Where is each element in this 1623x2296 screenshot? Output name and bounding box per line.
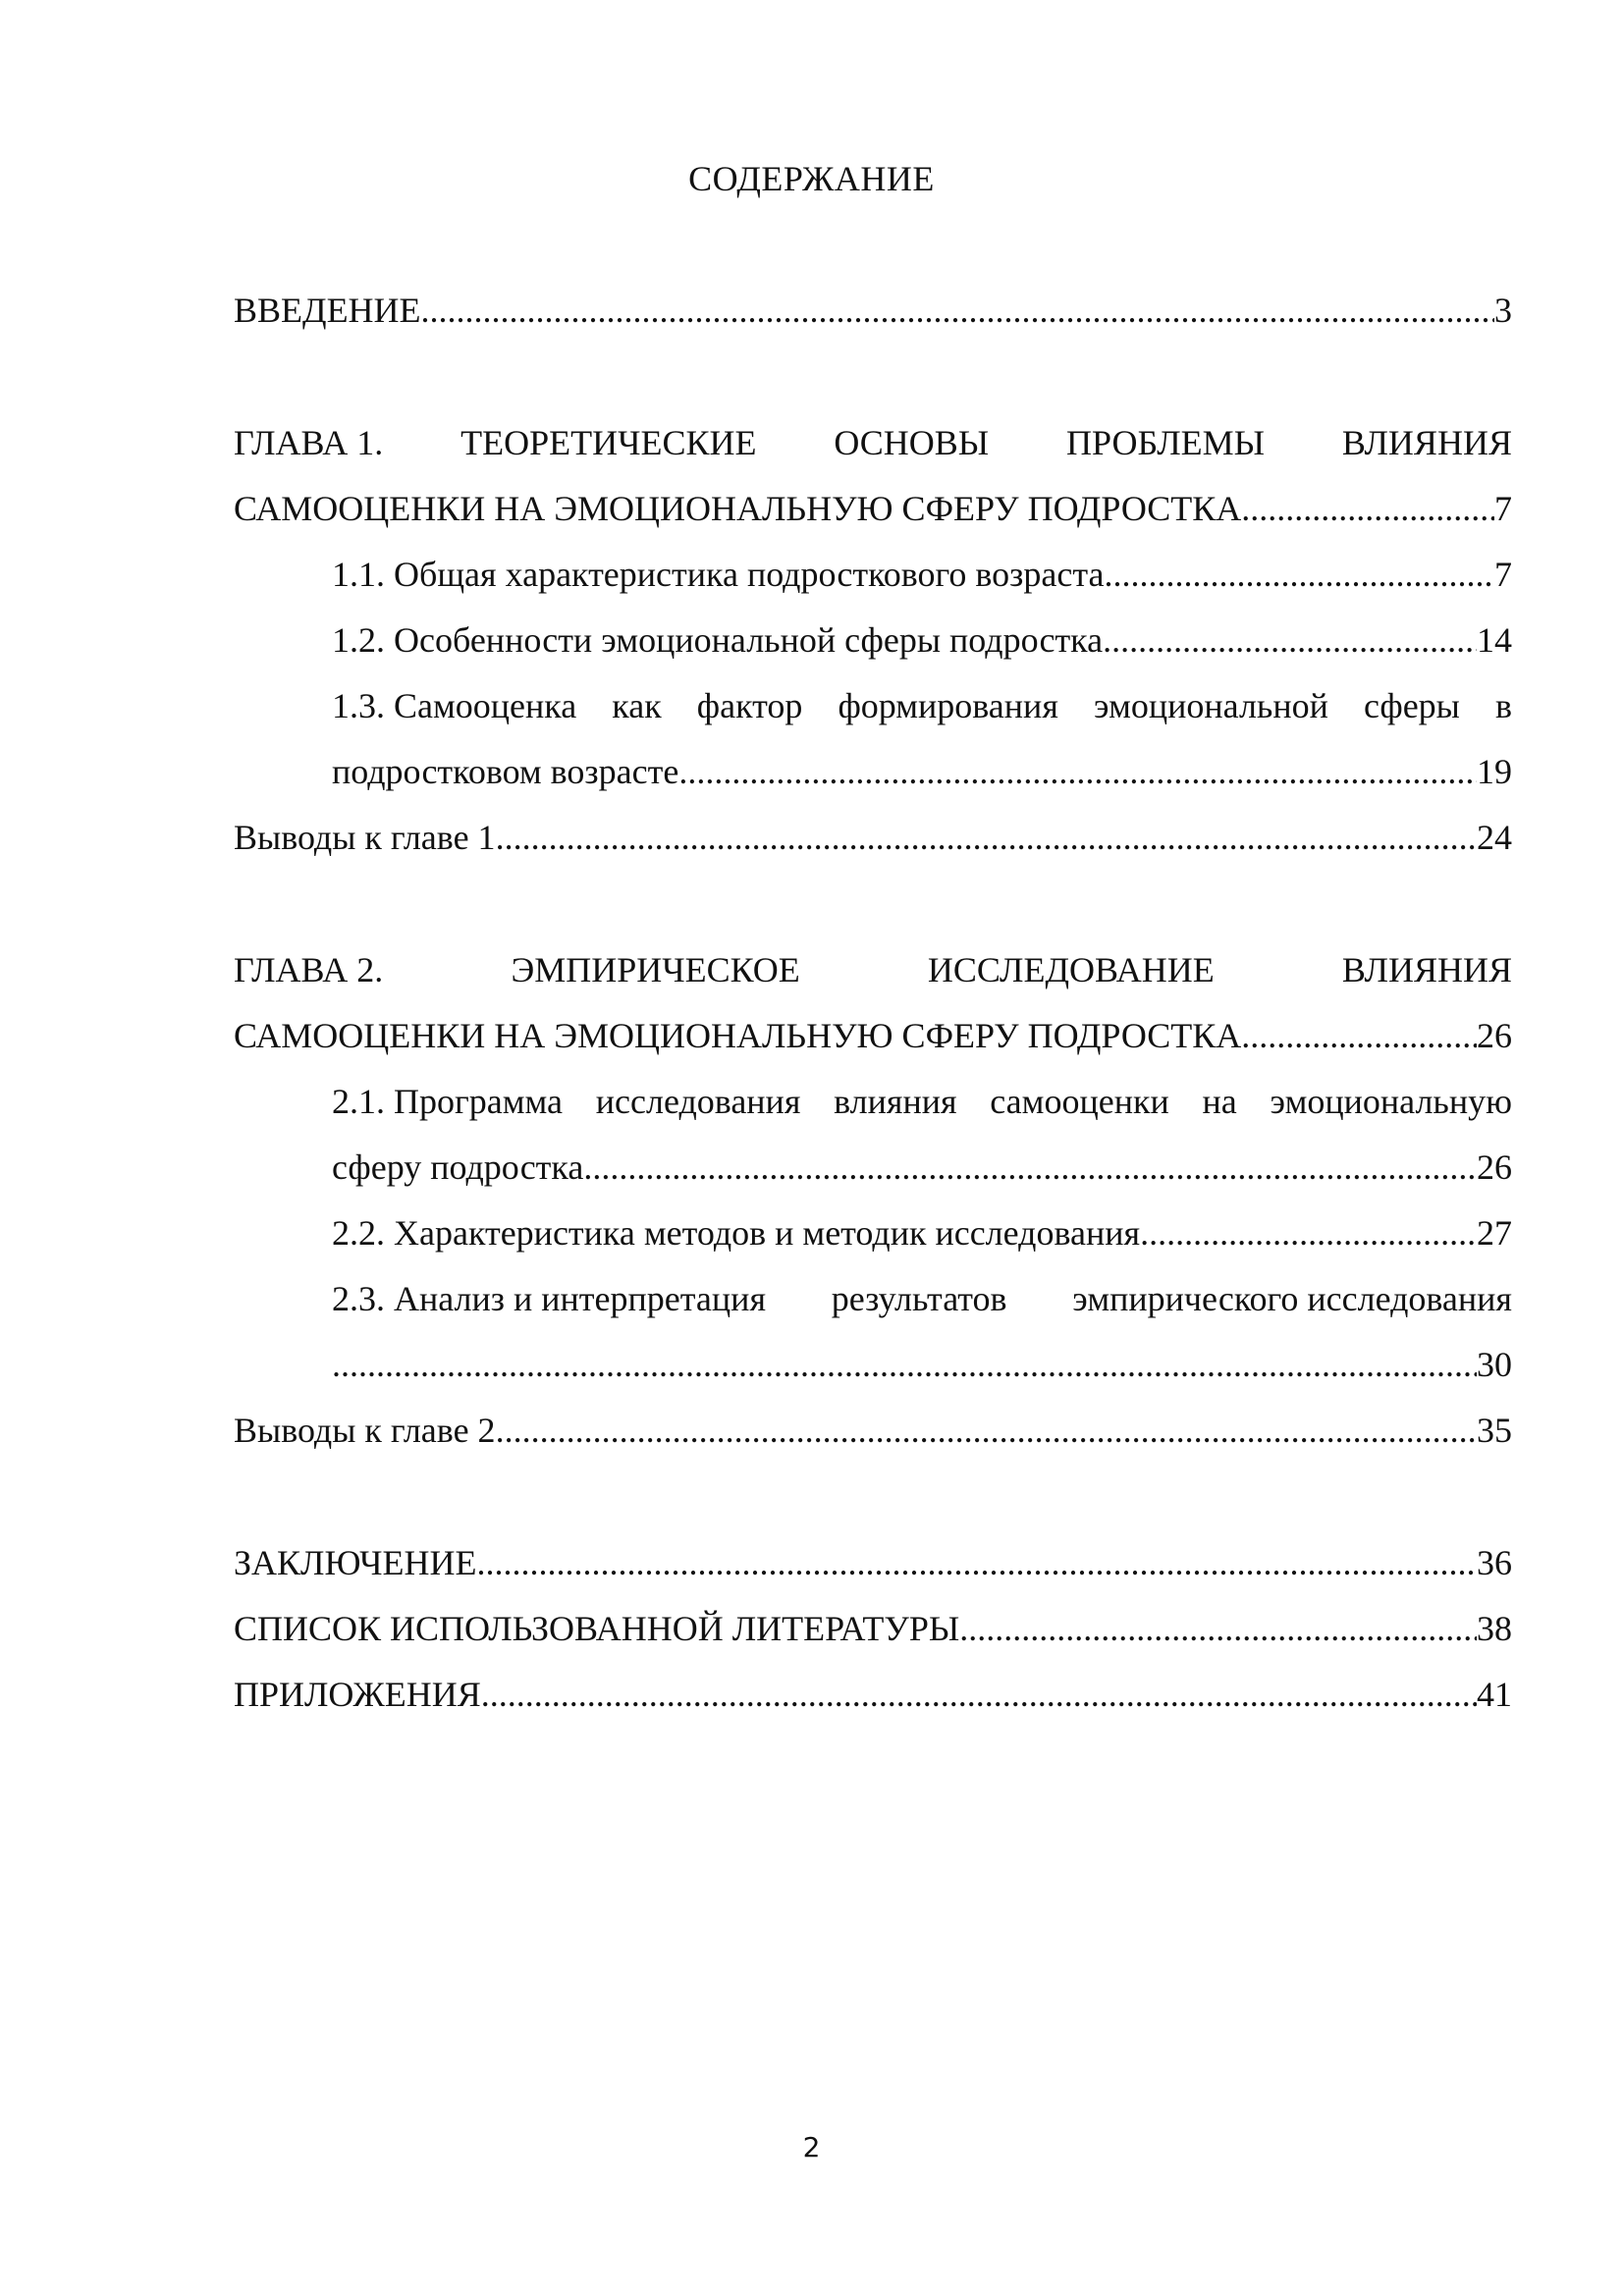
dot-leader <box>481 1671 1477 1718</box>
dot-leader <box>1241 1012 1477 1059</box>
chapter1-word: ТЕОРЕТИЧЕСКИЕ <box>460 423 757 462</box>
dot-leader <box>332 1341 1477 1388</box>
toc-page-number: 14 <box>1477 620 1512 660</box>
chapter2-word: ВЛИЯНИЯ <box>1341 950 1512 989</box>
toc-section-2-2[interactable] <box>332 1209 1512 1256</box>
toc-page-number: 3 <box>1494 291 1512 330</box>
chapter1-word: ВЛИЯНИЯ <box>1341 423 1512 462</box>
dot-leader <box>678 748 1477 795</box>
toc-page-number: 27 <box>1477 1213 1512 1253</box>
section-word: эмоциональной <box>1093 686 1328 725</box>
chapter2-word: ЭМПИРИЧЕСКОЕ <box>511 950 800 989</box>
dot-leader <box>476 1539 1477 1586</box>
dot-leader <box>583 1144 1477 1191</box>
dot-leader <box>1104 551 1494 598</box>
dot-leader <box>496 814 1477 861</box>
toc-page-number: 41 <box>1477 1675 1512 1714</box>
chapter2-word: ГЛАВА 2. <box>234 950 384 989</box>
toc-entry-label: Выводы к главе 2 <box>234 1411 496 1450</box>
dot-leader <box>1140 1209 1477 1256</box>
chapter1-word: ГЛАВА 1. <box>234 423 384 462</box>
page-title: СОДЕРЖАНИЕ <box>688 159 935 198</box>
dot-leader <box>1241 485 1494 532</box>
toc-entry-label: 2.2. Характеристика методов и методик исследования <box>332 1213 1141 1253</box>
toc-page-number: 38 <box>1477 1609 1512 1648</box>
section-word: как <box>612 686 662 725</box>
dot-leader <box>959 1605 1477 1652</box>
dot-leader <box>421 287 1494 334</box>
toc-page-number: 26 <box>1477 1016 1512 1055</box>
toc-entry-label: 1.1. Общая характеристика подросткового возраста <box>332 555 1105 594</box>
section-word: эмоциональную <box>1270 1082 1512 1121</box>
toc-entry-appendices[interactable] <box>234 1671 1512 1718</box>
toc-entry-conclusion[interactable] <box>234 1539 1512 1586</box>
chapter1-word: ПРОБЛЕМЫ <box>1066 423 1266 462</box>
toc-entry-label: 1.2. Особенности эмоциональной сферы подростка <box>332 620 1104 660</box>
dot-leader <box>1103 616 1477 664</box>
toc-section-2-3-line1[interactable] <box>332 1275 1512 1322</box>
section-word: на <box>1202 1082 1237 1121</box>
toc-section-1-3-line2[interactable] <box>332 748 1512 795</box>
section-word: сферы <box>1363 686 1460 725</box>
section-word: эмпирического исследования <box>1072 1279 1512 1318</box>
toc-entry-label: СПИСОК ИСПОЛЬЗОВАННОЙ ЛИТЕРАТУРЫ <box>234 1609 960 1648</box>
toc-chapter2-heading-line1[interactable] <box>234 946 1512 993</box>
toc-section-1-3-line1[interactable] <box>332 682 1512 729</box>
chapter1-word: ОСНОВЫ <box>834 423 990 462</box>
toc-entry-label: сферу подростка <box>332 1148 584 1187</box>
toc-chapter1-heading-line1[interactable] <box>234 419 1512 466</box>
section-word: формирования <box>838 686 1058 725</box>
toc-entry-label: ВВЕДЕНИЕ <box>234 291 421 330</box>
toc-page-number: 7 <box>1494 555 1512 594</box>
toc-page-number: 24 <box>1477 818 1512 857</box>
toc-entry-label: САМООЦЕНКИ НА ЭМОЦИОНАЛЬНУЮ СФЕРУ ПОДРОСТКА <box>234 489 1242 528</box>
section-word: 2.3. Анализ и интерпретация <box>332 1279 767 1318</box>
section-word: в <box>1494 686 1512 725</box>
toc-entry-label: ПРИЛОЖЕНИЯ <box>234 1675 481 1714</box>
toc-section-2-3-line2[interactable] <box>332 1341 1512 1388</box>
section-word: влияния <box>834 1082 957 1121</box>
toc-entry-introduction[interactable] <box>234 287 1512 334</box>
section-word: результатов <box>831 1279 1007 1318</box>
toc-section-2-1-line2[interactable] <box>332 1144 1512 1191</box>
toc-section-1-2[interactable] <box>332 616 1512 664</box>
toc-page-number: 19 <box>1477 752 1512 791</box>
section-word: фактор <box>696 686 803 725</box>
section-word: исследования <box>595 1082 801 1121</box>
toc-page-number: 30 <box>1477 1345 1512 1384</box>
dot-leader <box>496 1407 1477 1454</box>
toc-entry-label: Выводы к главе 1 <box>234 818 496 857</box>
page-number: 2 <box>802 2131 821 2163</box>
toc-chapter2-conclusions[interactable] <box>234 1407 1512 1454</box>
section-word: 2.1. Программа <box>332 1082 564 1121</box>
toc-entry-label: САМООЦЕНКИ НА ЭМОЦИОНАЛЬНУЮ СФЕРУ ПОДРОСТКА <box>234 1016 1242 1055</box>
toc-entry-label: ЗАКЛЮЧЕНИЕ <box>234 1543 477 1582</box>
toc-chapter2-heading-line2[interactable] <box>234 1012 1512 1059</box>
toc-page-number: 35 <box>1477 1411 1512 1450</box>
chapter2-word: ИССЛЕДОВАНИЕ <box>927 950 1215 989</box>
toc-chapter1-heading-line2[interactable] <box>234 485 1512 532</box>
toc-chapter1-conclusions[interactable] <box>234 814 1512 861</box>
section-word: самооценки <box>990 1082 1169 1121</box>
toc-page-number: 26 <box>1477 1148 1512 1187</box>
toc-entry-label: подростковом возрасте <box>332 752 679 791</box>
toc-page-number: 36 <box>1477 1543 1512 1582</box>
toc-entry-references[interactable] <box>234 1605 1512 1652</box>
toc-page-number: 7 <box>1494 489 1512 528</box>
section-word: 1.3. Самооценка <box>332 686 577 725</box>
toc-section-2-1-line1[interactable] <box>332 1078 1512 1125</box>
toc-section-1-1[interactable] <box>332 551 1512 598</box>
